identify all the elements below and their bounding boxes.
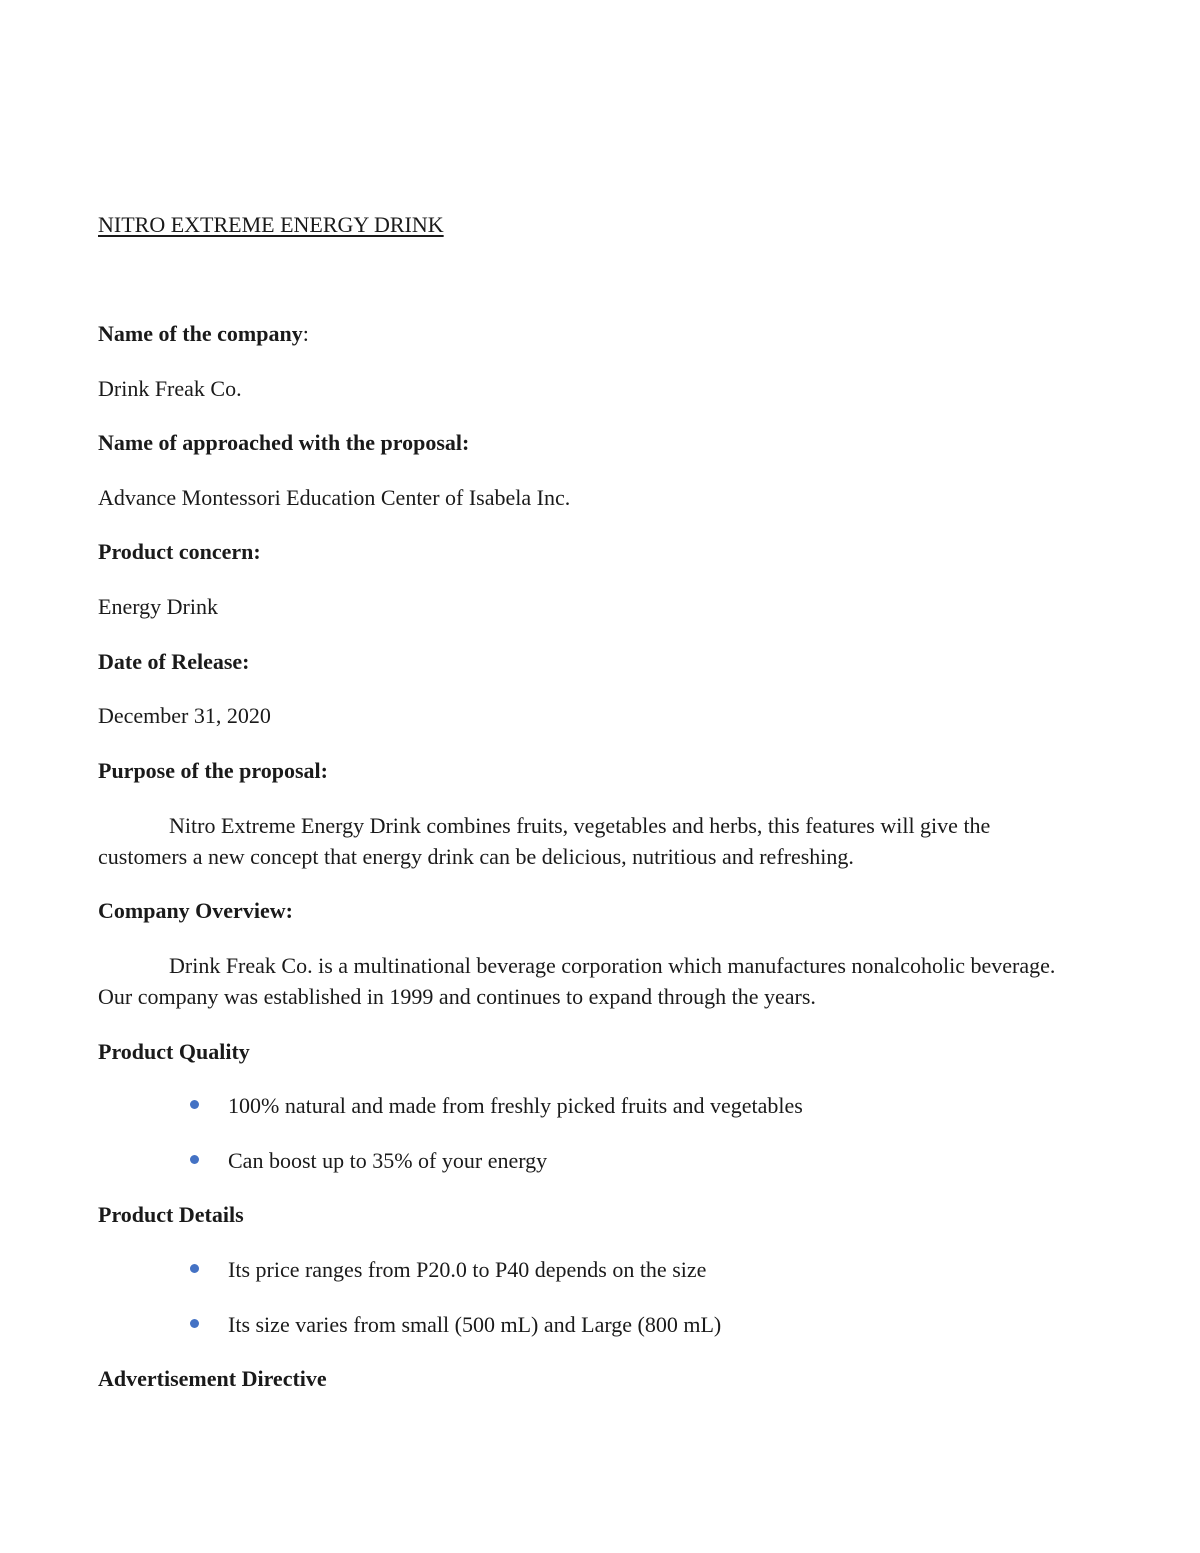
purpose-label: Purpose of the proposal: bbox=[98, 758, 328, 783]
company-name-value: Drink Freak Co. bbox=[98, 376, 242, 401]
bullet-icon bbox=[190, 1319, 199, 1328]
release-date-label: Date of Release: bbox=[98, 649, 250, 674]
company-name-heading bbox=[98, 318, 309, 349]
product-details-label: Product Details bbox=[98, 1202, 244, 1227]
company-name-colon: : bbox=[302, 321, 309, 346]
product-quality-label: Product Quality bbox=[98, 1039, 250, 1064]
company-name-label: Name of the company bbox=[98, 321, 303, 346]
purpose-paragraph: Nitro Extreme Energy Drink combines fruits, vegetables and herbs, this features will give the customers a new concept that energy drink can be delicious, nutritious and refreshing. bbox=[98, 813, 991, 869]
list-item-text: Its price ranges from P20.0 to P40 depends on the size bbox=[228, 1257, 707, 1282]
approached-label: Name of approached with the proposal: bbox=[98, 430, 470, 455]
product-concern-label: Product concern: bbox=[98, 539, 261, 564]
company-overview-label: Company Overview: bbox=[98, 898, 293, 923]
approached-value: Advance Montessori Education Center of Isabela Inc. bbox=[98, 485, 571, 510]
list-item-text: 100% natural and made from freshly picked fruits and vegetables bbox=[228, 1093, 803, 1118]
product-concern-value: Energy Drink bbox=[98, 594, 218, 619]
bullet-icon bbox=[190, 1155, 199, 1164]
release-date-value: December 31, 2020 bbox=[98, 703, 271, 728]
bullet-icon bbox=[190, 1100, 199, 1109]
company-overview-paragraph: Drink Freak Co. is a multinational beverage corporation which manufactures nonalcoholic beverage. Our company was established in 1999 and continues to expand through the years. bbox=[98, 953, 1056, 1009]
list-item-text: Can boost up to 35% of your energy bbox=[228, 1148, 548, 1173]
advertisement-directive-label: Advertisement Directive bbox=[98, 1366, 327, 1391]
document-title: NITRO EXTREME ENERGY DRINK bbox=[98, 212, 444, 237]
list-item-text: Its size varies from small (500 mL) and Large (800 mL) bbox=[228, 1312, 722, 1337]
bullet-icon bbox=[190, 1264, 199, 1273]
